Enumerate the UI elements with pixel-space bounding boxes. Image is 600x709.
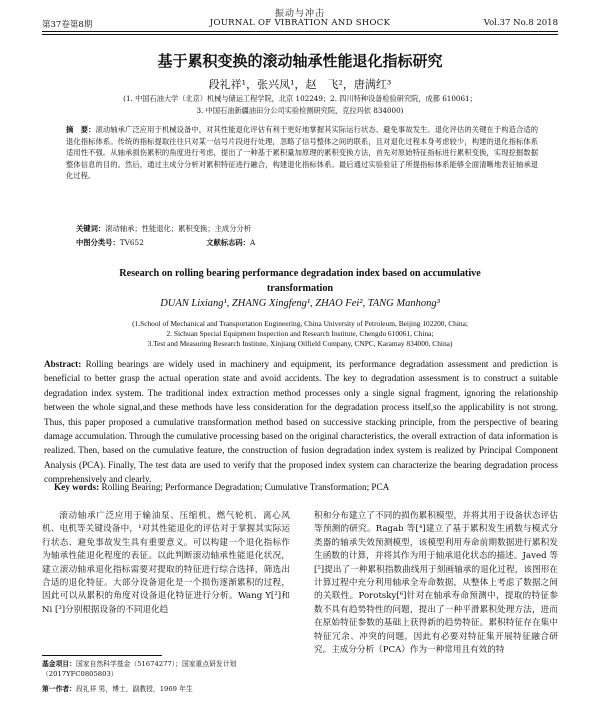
footnote-rule xyxy=(42,655,162,656)
body-paragraph: 滚动轴承广泛应用于输油泵、压缩机、燃气轮机、离心风机、电机等关键设备中，¹对其性能退化的评估对于掌握其实际运行状态、避免事故发生具有重要意义。可以构建一个退化指标作为轴承性能退化程度的表征。以此判断滚动轴承性能退化状况，建立滚动轴承退化指标需要对提取的特征进行综合选择，筛选出合适的退化特征。大部分设备退化是一个损伤逐渐累积的过程，因此可以从累积的角度对设备退化特征进行分析。Wang Y[²]和 Ni [³]分别根据设备的不同退化趋 xyxy=(42,511,290,615)
keywords-cn-label: 关键词： xyxy=(76,224,106,233)
keywords-cn xyxy=(76,224,251,234)
affiliation-en-line: 2. Sichuan Special Equipment Inspection and Research Institute, Chengdu 610061, China; xyxy=(166,329,434,338)
running-header-journal: 振动与冲击 xyxy=(274,9,325,19)
header-journal-en: JOURNAL OF VIBRATION AND SHOCK xyxy=(209,18,391,28)
body-column-right xyxy=(314,510,558,657)
abstract-en-text: Rolling bearings are widely used in machinery and equipment, its performance degradation assessment and prediction is beneficial to better grasp the actual operation state and avoid accidents. The key to degradation assessment is to construct a suitable degradation index system. The traditional index extraction method processes only a single signal fragment, ignoring the relationship between the whole signal,and these methods have less consideration for the degradation process itself,so the applicability is not strong. Thus, this paper proposed a cumulative transformation method based on successive stacking principle, from the perspective of bearing damage accumulation. Through the cumulative processing based on the original characteristics, the overall extraction of data information is realized. Then, based on the cumulative feature, the construction of fusion degradation index system is realized by Principal Component Analysis (PCA). Finally, The test data are used to verify that the proposed index system can characterize the bearing degradation process comprehensively and clearly. xyxy=(44,359,559,485)
doc-code-label: 文献标志码： xyxy=(206,238,250,247)
keywords-en-text: Rolling Bearing; Performance Degradation; Cumulative Transformation; PCA xyxy=(101,482,390,492)
clc-label: 中图分类号： xyxy=(76,238,120,247)
keywords-en xyxy=(54,482,389,492)
keywords-en-label: Key words: xyxy=(54,482,100,492)
footnote-label: 基金项目： xyxy=(42,660,76,668)
abstract-cn xyxy=(66,124,538,182)
affiliation-en-line: 3.Test and Measuring Research Institute, Xinjiang Oilfield Company, CNPC, Karamay 834000, China) xyxy=(147,339,453,348)
title-en: Research on rolling bearing performance degradation index based on accumulative transformation xyxy=(119,268,481,294)
authors-en: DUAN Lixiang¹, ZHANG Xingfeng¹, ZHAO Fei², TANG Manhong³ xyxy=(160,298,440,309)
authors-cn: 段礼祥¹，张兴凤¹，赵 飞²，唐满红³ xyxy=(208,78,392,91)
abstract-en xyxy=(44,357,558,487)
title-cn: 基于累积变换的滚动轴承性能退化指标研究 xyxy=(157,52,443,70)
doc-code-value: A xyxy=(249,238,256,247)
footnote-label: 第一作者： xyxy=(42,685,76,693)
footnote-funding xyxy=(42,659,292,679)
affiliation-en-line: (1.School of Mechanical and Transportation Engineering, China University of Petroleum, Beijing 102200, China; xyxy=(132,319,468,328)
footnote-text: 国家自然科学基金（51674277）；国家重点研发计划（2017YFC0805803） xyxy=(42,660,237,678)
affiliation-cn-line: (1. 中国石油大学（北京）机械与储运工程学院，北京 102249；2. 四川特种设备检验研究院，成都 610061； xyxy=(123,94,477,103)
abstract-cn-text: 滚动轴承广泛应用于机械设备中，对其性能退化评估有利于更好地掌握其实际运行状态、避免事故发生。退化评估的关键在于构造合适的退化指标体系。传统的指标提取往往只对某一信号片段进行处理，忽略了信号整体之间的联系，且对退化过程本身考虑较少，构建的退化指标体系适用性不强。从轴承损伤累积的角度进行考虑，提出了一种基于累积量加原理的累积变换方法，首先对原始特征指标进行累积变换，实现挖掘数据整体信息的目的。然后，通过主成分分析对累积特征进行融合，构建退化指标体系。最后通过实验验证了所提指标体系能够全面清晰地表征轴承退化过程。 xyxy=(66,125,539,181)
header-rule-thick xyxy=(42,31,558,32)
header-issue-en: Vol.37 No.8 2018 xyxy=(483,18,558,28)
footnote-author xyxy=(42,684,292,694)
header-rule-thin xyxy=(42,34,558,35)
clc-value: TV652 xyxy=(119,238,144,247)
affiliation-cn-line: 3. 中国石油新疆油田分公司实验检测研究院，克拉玛依 834000) xyxy=(196,106,404,115)
header-issue-cn: 第37卷第8期 xyxy=(42,20,93,30)
keywords-cn-text: 滚动轴承；性能退化；累积变换；主成分分析 xyxy=(105,224,252,233)
classification-cn xyxy=(76,238,315,248)
body-column-left xyxy=(42,510,290,617)
body-paragraph: 积和分布建立了不同的损伤累积模型，并将其用于设备状态评估等预测的研究。Ragab 等[⁴]建立了基于累积发生函数与模式分类器的轴承失效预测模型，该模型利用寿命前期数据进行累积发生函数的计算，并将其作为用于轴承退化状态的描述。Javed 等[⁵]提出了一种累积指数曲线用于刻画轴承的退化过程，该图形在计算过程中充分利用轴承全寿命数据，从整体上考虑了数据之间的关联性。Porotsky[⁶]针对在轴承寿命预测中，提取的特征参数不具有趋势特性的问题，提出了一种平滑累积处理方法，进而在原始特征参数的基础上获得新的趋势特征。累积特征存在集中特征冗余、冲突的问题，因此有必要对特征集开展特征融合研究。主成分分析（PCA）作为一种常用且有效的特 xyxy=(314,511,558,656)
abstract-en-label: Abstract: xyxy=(44,359,82,369)
abstract-cn-label: 摘 要： xyxy=(66,125,96,134)
footnote-text: 段礼祥 男，博士，副教授，1969 年生 xyxy=(75,685,193,693)
